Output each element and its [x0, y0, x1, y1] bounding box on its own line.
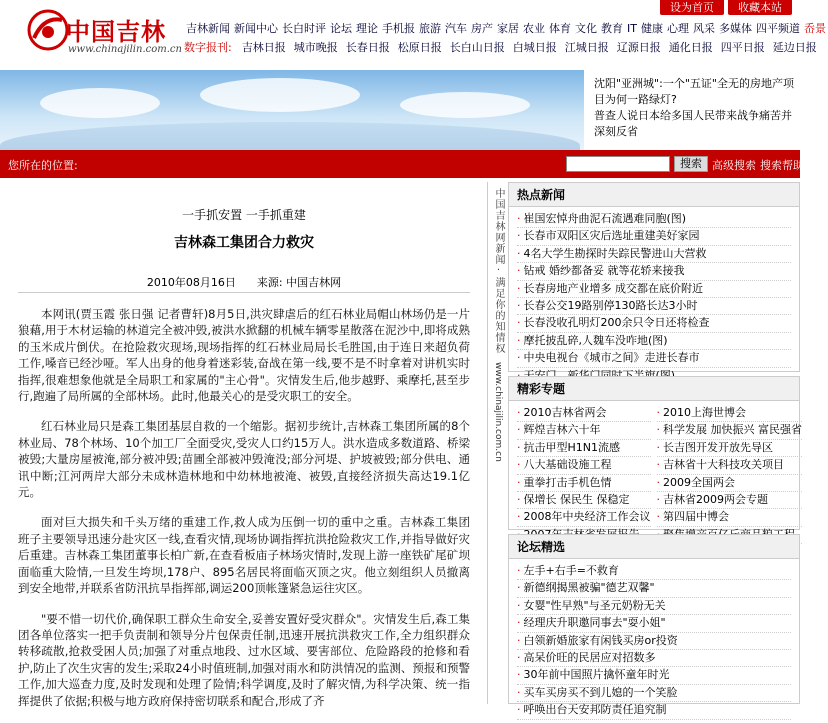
channel-nav-item[interactable]: 健康 [640, 22, 663, 35]
topics-heading: 精彩专题 [509, 377, 799, 401]
forum-item[interactable]: · 女婴"性早熟"与圣元奶粉无关 [517, 598, 791, 615]
topic-item[interactable]: · 抗击甲型H1N1流感 [517, 440, 651, 457]
forum-heading: 论坛精选 [509, 535, 799, 559]
channel-nav-item[interactable]: 四平频道 [755, 22, 800, 35]
article-paragraph: 本网讯(贾玉霞 张日强 记者曹轩)8月5日,洪灾肆虐后的红石林业局帽山林场仍是一片狼藉,用于木材运输的林道完全被冲毁,被洪水掀翻的机械车辆零星散落在泥沙中,即将成熟的玉米成片倒伏。在抢险救灾现场,现场指挥的红石林业局局长毛胜国,由于连日来超负荷工作,嗓音已经沙哑。军人出身的他身着迷彩装,奋战在第一线,要不是不时拿着对讲机实时指挥,很难想象他就是全局职工和家属的"主心骨"。灾情发生后,他步越野、乘摩托,甚至步行,跑遍了局所属的全部林场。此时,他最关心的是受灾职工的安全。 [18, 307, 470, 404]
topic-item[interactable]: · 长吉图开发开放先导区 [657, 440, 803, 457]
channel-nav-item[interactable]: 论坛 [330, 22, 352, 35]
article-date: 2010年08月16日 [146, 276, 236, 289]
hot-news-item[interactable]: · 长春没收孔明灯200余只令日还将检查 [517, 315, 791, 332]
newspaper-nav-item[interactable]: 长春日报 [345, 41, 390, 54]
cloud-decoration [40, 88, 160, 118]
forum-item[interactable]: · 新德纲揭黑被骗"德艺双馨" [517, 580, 791, 597]
channel-nav-item[interactable]: 文化 [575, 22, 597, 35]
newspaper-nav-item[interactable]: 辽源日报 [616, 41, 661, 54]
channel-nav-item[interactable]: 家居 [497, 22, 519, 35]
newspaper-nav-item[interactable]: 松原日报 [397, 41, 442, 54]
topic-item[interactable]: · 2008年中央经济工作会议 [517, 509, 651, 526]
banner-news-box [584, 70, 800, 150]
hills-decoration [0, 122, 580, 150]
newspaper-nav-label: 数字报刊: [184, 41, 232, 54]
site-logo[interactable] [22, 4, 182, 54]
add-favorite-button[interactable]: 收藏本站 [728, 0, 792, 15]
forum-item[interactable]: · 呼唤出台天安邦防责任追究制 [517, 702, 791, 719]
topic-item[interactable]: · 2010吉林省两会 [517, 405, 651, 422]
divider [18, 292, 470, 293]
newspaper-nav-item[interactable]: 白城日报 [512, 41, 557, 54]
topic-item[interactable]: · 第四届中博会 [657, 509, 803, 526]
article [0, 182, 488, 708]
channel-nav-item[interactable]: 吉林新闻 [186, 22, 230, 35]
topic-item[interactable]: · 2010上海世博会 [657, 405, 803, 422]
channel-nav-item[interactable]: 体育 [549, 22, 571, 35]
vertical-slogan-url: www.chinajilin.com.cn [493, 362, 503, 462]
channel-nav-item[interactable]: IT [627, 22, 637, 35]
channel-nav [184, 20, 826, 38]
advanced-search-link[interactable]: 高级搜索 [712, 159, 756, 172]
site-header [0, 0, 826, 68]
newspaper-nav-item[interactable]: 江城日报 [564, 41, 609, 54]
topics-panel [508, 376, 800, 530]
hot-news-item[interactable]: · 崔国宏悼舟曲泥石流遇难同胞(图) [517, 211, 791, 228]
search-input[interactable] [566, 156, 670, 172]
channel-nav-item[interactable]: 理论 [356, 22, 378, 35]
article-meta [0, 274, 488, 290]
newspaper-nav-item[interactable]: 吉林日报 [241, 41, 286, 54]
newspaper-nav-item[interactable]: 长白山日报 [449, 41, 505, 54]
topic-item[interactable]: · 吉林省十大科技攻关项目 [657, 457, 803, 474]
hot-news-panel [508, 182, 800, 372]
forum-item[interactable]: · 经理庆升职邀同事去"耍小姐" [517, 615, 791, 632]
location-bar [0, 150, 804, 178]
logo-url: www.chinajilin.com.cn [68, 44, 182, 55]
channel-nav-item[interactable]: 风采 [692, 22, 715, 35]
forum-panel [508, 534, 800, 717]
newspaper-nav-item[interactable]: 延边日报 [772, 41, 817, 54]
hot-news-heading: 热点新闻 [509, 183, 799, 207]
breadcrumb: 您所在的位置: [8, 159, 78, 172]
article-source: 中国吉林网 [286, 276, 342, 289]
search-button[interactable]: 搜索 [674, 156, 708, 172]
topic-item[interactable]: · 重拳打击手机色情 [517, 475, 651, 492]
hot-news-item[interactable]: · 长春市双阳区灾后选址重建美好家园 [517, 228, 791, 245]
article-body [18, 306, 470, 723]
cloud-decoration [400, 92, 530, 118]
topics-list [509, 401, 802, 544]
set-home-button[interactable]: 设为首页 [660, 0, 724, 15]
hot-news-item[interactable]: · 摩托披乱碎,人魏车没咋地(图) [517, 333, 791, 350]
hot-news-item[interactable]: · 中央电视台《城市之间》走进长春市 [517, 350, 791, 367]
topic-item[interactable]: · 保增长 保民生 保稳定 [517, 492, 651, 509]
hot-news-item[interactable]: · 钻戒 婚纱都备妥 就等花轿来接我 [517, 263, 791, 280]
channel-nav-item[interactable]: 房产 [471, 22, 493, 35]
article-paragraph: "要不惜一切代价,确保职工群众生命安全,妥善安置好受灾群众"。灾情发生后,森工集团各单位落实一把手负责制和领导分片包保责任制,迅速开展抗洪救灾工作,全力组织群众转移疏散,抢救受困人员;加强了对重点地段、过水区域、要害部位、危险路段的抢修和看护,防止了次生灾害的发生;采取24小时值班制,加强对雨水和防洪情况的监测、预报和预警工作,加大巡查力度,及时发现和处理了险情;科学调度,及时了解灾情,为科学决策、统一指挥提供了依据;积极与地方政府保持密切联系和配合,形成了齐 [18, 611, 470, 708]
article-source-label: 来源: [256, 276, 283, 289]
channel-nav-item[interactable]: 岙景 [803, 22, 826, 35]
newspaper-nav-item[interactable]: 城市晚报 [293, 41, 338, 54]
cloud-decoration [200, 78, 360, 112]
newspaper-nav [184, 40, 817, 56]
hot-news-list [509, 207, 799, 385]
hot-news-item[interactable]: · 4名大学生勘探时失踪民警进山大营救 [517, 246, 791, 263]
topic-item[interactable]: · 2009全国两会 [657, 475, 803, 492]
article-title: 吉林森工集团合力救灾 [174, 235, 314, 251]
banner-news-item[interactable]: 目为何一路绿灯? [594, 93, 677, 106]
channel-nav-item[interactable]: 新闻中心 [234, 22, 278, 35]
logo-name: 中国吉林 [66, 17, 166, 46]
channel-nav-item[interactable]: 农业 [523, 22, 545, 35]
vertical-slogan [489, 182, 507, 704]
forum-item[interactable]: · 白领新婚旅家有闲钱买房or投资 [517, 633, 791, 650]
article-paragraph: 面对巨大损失和千头万绪的重建工作,救人成为压倒一切的重中之重。吉林森工集团班子主要领导迅速分赴灾区一线,查看灾情,现场协调指挥抗洪抢险救灾工作,并指导做好灾后重建。吉林森工集团董事长柏广新,在查看板庙子林场灾情时,发现上游一座铁矿尾矿坝面临重大险情,一旦发生垮坝,178户、895名居民将面临灭顶之灾。他立刻组织人员撤离到安全地带,并联系省防汛抗旱指挥部,调运200顶帐篷紧急运往灾区。 [18, 515, 470, 596]
forum-item[interactable]: · 30年前中国照片擒怀童年时光 [517, 667, 791, 684]
banner-news-item[interactable]: 普查人说日本给多国人民带来战争痛苦并 [594, 109, 792, 122]
forum-item[interactable]: · 高呆价旺的民居应对招数多 [517, 650, 791, 667]
right-sidebar [508, 182, 802, 717]
logo-mark-icon [26, 8, 70, 52]
search-help-link[interactable]: 搜索帮助 [760, 159, 804, 172]
hot-news-item[interactable]: · 长春公交19路别停130路长达3小时 [517, 298, 791, 315]
hot-news-item[interactable]: · 长春房地产业增多 成交都在底价附近 [517, 281, 791, 298]
topic-item[interactable]: · 辉煌吉林六十年 [517, 422, 651, 439]
channel-nav-item[interactable]: 汽车 [445, 22, 467, 35]
channel-nav-item[interactable]: 心理 [666, 22, 689, 35]
channel-nav-item[interactable]: 手机报 [382, 22, 415, 35]
banner-news-item[interactable]: 沈阳"亚洲城":一个"五证"全无的房地产项 [594, 77, 794, 90]
channel-nav-item[interactable]: 教育 [601, 22, 623, 35]
banner-news-item[interactable]: 深刻反省 [594, 125, 638, 138]
topic-item[interactable]: · 科学发展 加快振兴 富民强省 [657, 422, 803, 439]
article-subtitle: 一手抓安置 一手抓重建 [182, 208, 306, 222]
topic-item[interactable]: · 八大基础设施工程 [517, 457, 651, 474]
forum-item[interactable]: · 买车买房买不到儿媳的一个笑脸 [517, 685, 791, 702]
channel-nav-item[interactable]: 长白时评 [282, 22, 326, 35]
article-paragraph: 红石林业局只是森工集团基层自救的一个缩影。据初步统计,吉林森工集团所属的8个林业局、78个林场、10个加工厂全面受灾,受灾人口约15万人。洪水造成多数道路、桥梁被毁;大量房屋被淹,部分被冲毁;苗圃全部被冲毁淹没;部分河堤、护坡被毁;部分供电、通讯中断;江河两岸大部分未成林造林地和中幼林地被淹、被毁,直接经济损失高达19.1亿元。 [18, 419, 470, 500]
newspaper-nav-item[interactable]: 通化日报 [668, 41, 713, 54]
newspaper-nav-item[interactable]: 四平日报 [720, 41, 765, 54]
forum-list [509, 559, 799, 720]
forum-item[interactable]: · 左手+右手=不救育 [517, 563, 791, 580]
channel-nav-item[interactable]: 旅游 [419, 22, 441, 35]
vertical-slogan-text: 中国吉林网新闻·满足你的知情权 [493, 188, 504, 354]
channel-nav-item[interactable]: 多媒体 [718, 22, 752, 35]
top-buttons [660, 0, 792, 16]
topic-item[interactable]: · 吉林省2009两会专题 [657, 492, 803, 509]
